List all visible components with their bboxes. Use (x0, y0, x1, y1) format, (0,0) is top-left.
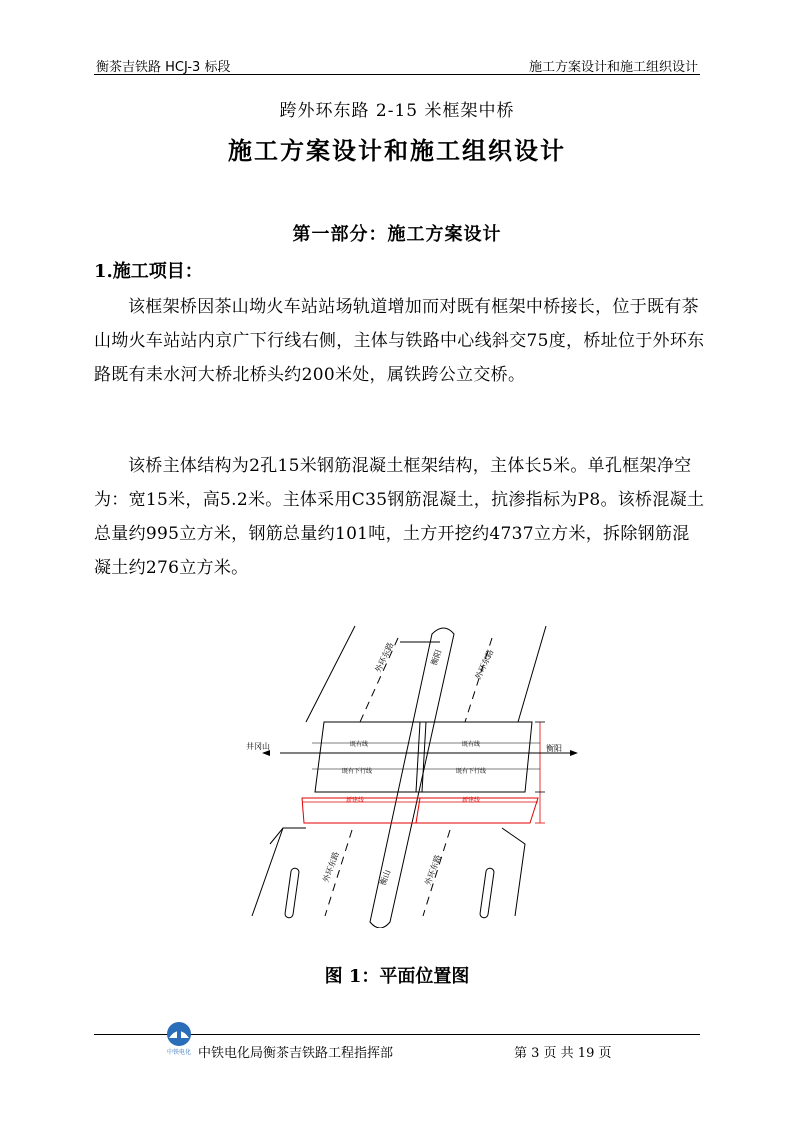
label-left-end: 井冈山 (246, 742, 270, 751)
label-road-bottom-mid: 衡山 (378, 868, 393, 887)
frame-divider (416, 722, 420, 792)
label-lane-2-left: 既有下行线 (342, 768, 373, 775)
header-doc-title: 施工方案设计和施工组织设计 (528, 60, 698, 75)
road-corner-left-bottom (270, 828, 306, 844)
doc-title: 施工方案设计和施工组织设计 (228, 136, 566, 165)
arrow-right (570, 750, 578, 756)
road-edge-left-bottom (252, 828, 283, 916)
footer-page-number: 第 3 页 共 19 页 (514, 1046, 612, 1061)
label-new-right: 新建线 (462, 797, 481, 804)
road-edge-right-bottom (502, 828, 525, 916)
label-right-end: 衡阳 (546, 744, 562, 753)
label-road-top-mid: 衡阳 (429, 648, 444, 667)
label-road-bottom-left: 外环东路 (321, 850, 341, 884)
figure-caption: 图 1：平面位置图 (324, 966, 470, 987)
island-right-bottom (480, 868, 495, 919)
island-left-bottom (285, 868, 300, 919)
paragraph-1: 该框架桥因茶山坳火车站站场轨道增加而对既有框架中桥接长，位于既有茶山坳火车站站内京广下行线右侧，主体与铁路中心线斜交75度，桥址位于外环东路既有耒水河大桥北桥头约200米处，属铁跨公立交桥。 (94, 297, 705, 385)
label-road-top-left: 外环东路 (373, 641, 396, 674)
frame-divider-2 (422, 722, 426, 792)
label-lane-2-right: 既有下行线 (456, 768, 487, 775)
header-project: 衡茶吉铁路 HCJ-3 标段 (96, 60, 231, 75)
company-logo-icon (163, 1020, 195, 1056)
part-heading: 第一部分：施工方案设计 (292, 224, 502, 245)
label-road-top-right: 外环东路 (473, 648, 496, 681)
road-edge-right-top (518, 626, 546, 722)
header-divider (94, 74, 700, 75)
doc-subtitle: 跨外环东路 2-15 米框架中桥 (279, 101, 515, 121)
label-new-left: 新建线 (346, 797, 365, 804)
label-lane-1-right: 既有线 (462, 741, 481, 748)
logo-text: 中铁电化 (166, 1049, 192, 1056)
section-heading: 1.施工项目： (94, 261, 203, 282)
label-lane-1-left: 既有线 (350, 741, 369, 748)
paragraph-2: 该桥主体结构为2孔15米钢筋混凝土框架结构，主体长5米。单孔框架净空为：宽15米，高5.2米。主体采用C35钢筋混凝土，抗渗指标为P8。该桥混凝土总量约995立方米，钢筋总量约101吨，土方开挖约4737立方米，拆除钢筋混凝土约276立方米。 (94, 456, 705, 578)
road-edge-left-top (306, 626, 355, 722)
footer-org: 中铁电化局衡茶吉铁路工程指挥部 (198, 1046, 394, 1061)
plan-layout-figure (240, 618, 580, 928)
label-road-bottom-right: 外环东路 (423, 853, 443, 887)
